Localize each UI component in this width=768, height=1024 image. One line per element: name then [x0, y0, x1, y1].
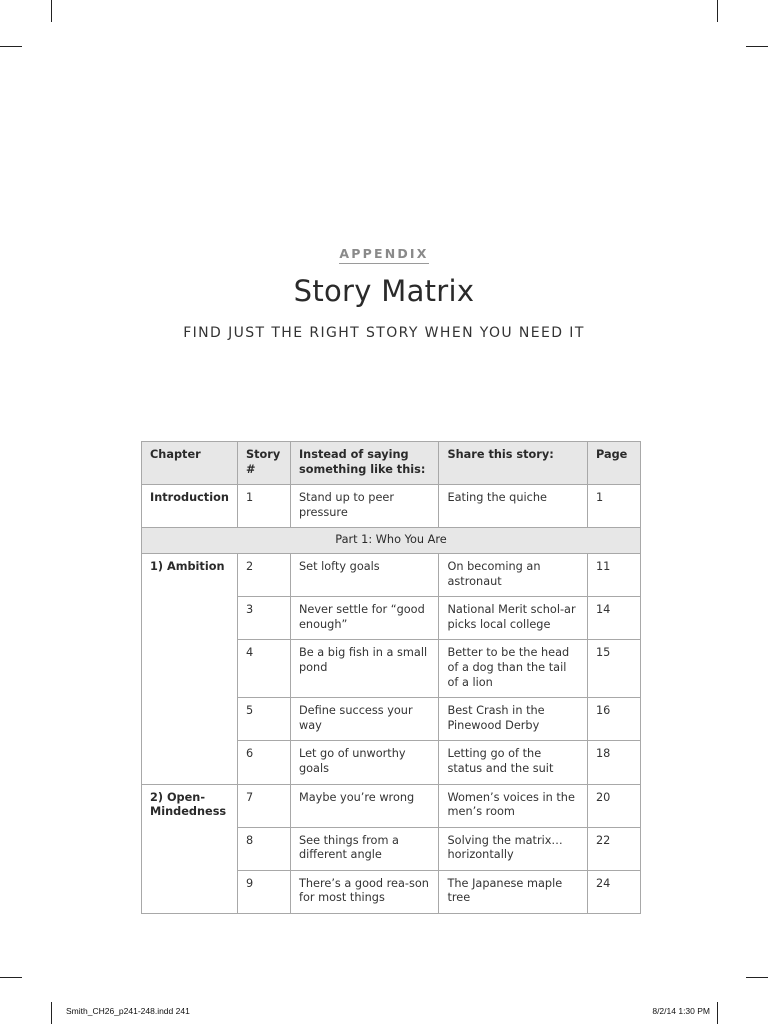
- header-page: Page: [588, 442, 641, 485]
- share-cell: Letting go of the status and the suit: [439, 741, 588, 784]
- crop-mark: [746, 977, 768, 978]
- table-header-row: [142, 442, 641, 485]
- story-cell: 2: [237, 553, 290, 596]
- story-matrix-table: [141, 441, 641, 914]
- story-cell: 8: [237, 827, 290, 870]
- instead-cell: Stand up to peer pressure: [290, 485, 439, 528]
- share-cell: Best Crash in the Pinewood Derby: [439, 698, 588, 741]
- story-cell: 9: [237, 870, 290, 913]
- page-cell: 1: [588, 485, 641, 528]
- page-cell: 15: [588, 640, 641, 698]
- crop-mark: [717, 0, 718, 22]
- table-row: [142, 784, 641, 827]
- crop-mark: [746, 46, 768, 47]
- chapter-cell: Introduction: [142, 485, 238, 528]
- page-title: Story Matrix: [293, 274, 475, 308]
- instead-cell: Never settle for “good enough”: [290, 597, 439, 640]
- share-cell: Women’s voices in the men’s room: [439, 784, 588, 827]
- header-share: Share this story:: [439, 442, 588, 485]
- part-row: [142, 528, 641, 554]
- crop-mark: [0, 46, 22, 47]
- footer-timestamp: 8/2/14 1:30 PM: [652, 1006, 710, 1016]
- page-cell: 20: [588, 784, 641, 827]
- story-cell: 7: [237, 784, 290, 827]
- crop-mark: [51, 1002, 52, 1024]
- crop-mark: [51, 0, 52, 22]
- page-cell: 18: [588, 741, 641, 784]
- instead-cell: Set lofty goals: [290, 553, 439, 596]
- page-cell: 22: [588, 827, 641, 870]
- header-chapter: Chapter: [142, 442, 238, 485]
- crop-mark: [717, 1002, 718, 1024]
- page-cell: 16: [588, 698, 641, 741]
- appendix-label: APPENDIX: [0, 246, 768, 261]
- share-cell: On becoming an astronaut: [439, 553, 588, 596]
- page-cell: 24: [588, 870, 641, 913]
- instead-cell: There’s a good rea-son for most things: [290, 870, 439, 913]
- table-row: [142, 485, 641, 528]
- instead-cell: Define success your way: [290, 698, 439, 741]
- chapter-cell: 1) Ambition: [142, 553, 238, 784]
- share-cell: Solving the matrix… horizontally: [439, 827, 588, 870]
- story-cell: 1: [237, 485, 290, 528]
- story-cell: 6: [237, 741, 290, 784]
- table-row: [142, 553, 641, 596]
- header-instead: Instead of saying something like this:: [290, 442, 439, 485]
- crop-mark: [0, 977, 22, 978]
- story-cell: 3: [237, 597, 290, 640]
- story-cell: 4: [237, 640, 290, 698]
- page-cell: 14: [588, 597, 641, 640]
- share-cell: National Merit schol-ar picks local college: [439, 597, 588, 640]
- part-heading: Part 1: Who You Are: [142, 528, 641, 554]
- share-cell: The Japanese maple tree: [439, 870, 588, 913]
- share-cell: Eating the quiche: [439, 485, 588, 528]
- footer-file-info: Smith_CH26_p241-248.indd 241: [66, 1006, 190, 1016]
- page-cell: 11: [588, 553, 641, 596]
- instead-cell: Let go of unworthy goals: [290, 741, 439, 784]
- header-story: Story #: [237, 442, 290, 485]
- share-cell: Better to be the head of a dog than the tail of a lion: [439, 640, 588, 698]
- instead-cell: See things from a different angle: [290, 827, 439, 870]
- story-cell: 5: [237, 698, 290, 741]
- chapter-cell: 2) Open-Mindedness: [142, 784, 238, 914]
- instead-cell: Maybe you’re wrong: [290, 784, 439, 827]
- instead-cell: Be a big fish in a small pond: [290, 640, 439, 698]
- page-subtitle: FIND JUST THE RIGHT STORY WHEN YOU NEED IT: [183, 325, 585, 341]
